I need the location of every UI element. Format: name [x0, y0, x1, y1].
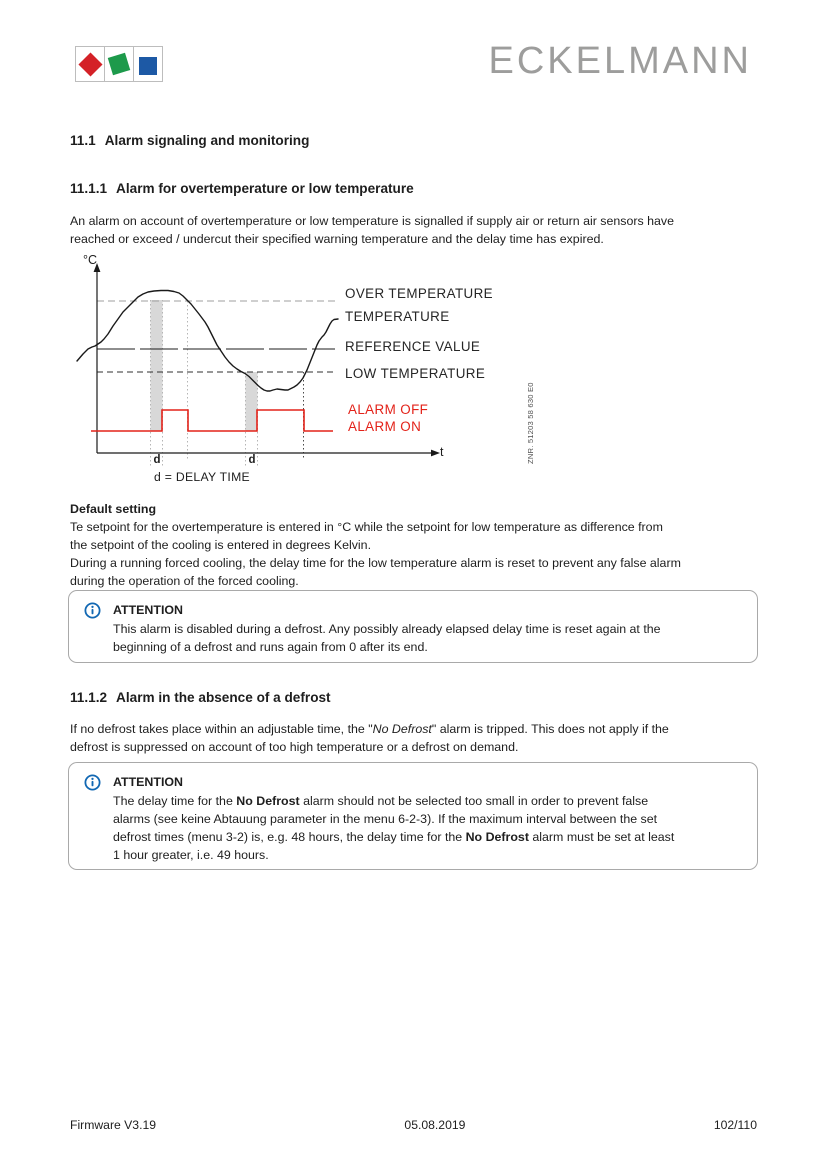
blue-square-icon — [139, 57, 157, 75]
x-axis-label: t — [440, 445, 444, 459]
red-diamond-icon — [78, 52, 102, 76]
section-title: Alarm signaling and monitoring — [104, 133, 310, 148]
logo-cell — [104, 46, 134, 82]
low-temperature-label: LOW TEMPERATURE — [345, 366, 486, 381]
page-footer — [70, 1118, 757, 1132]
default-setting-block — [70, 500, 681, 590]
paragraph-defrost-intro — [70, 720, 669, 756]
attention-box-1 — [68, 590, 758, 663]
text-line: reached or exceed / undercut their specified warning temperature and the delay time has expired. — [70, 232, 604, 246]
alarm-off-label: ALARM OFF — [348, 402, 429, 417]
delay-tick-1: d — [153, 454, 161, 466]
footer-page-number: 102/110 — [713, 1118, 757, 1132]
y-axis-label: °C — [83, 253, 98, 267]
section-number: 11.1.2 — [70, 690, 108, 705]
section-title: Alarm in the absence of a defrost — [116, 690, 331, 705]
text-line: An alarm on account of overtemperature or low temperature is signalled if supply air or return air sensors have — [70, 214, 674, 228]
drawing-number: ZNR. 51203 58 630 E0 — [526, 382, 535, 464]
over-temperature-label: OVER TEMPERATURE — [345, 286, 494, 301]
delay-legend: d = DELAY TIME — [154, 470, 250, 484]
text-line: The delay time for the No Defrost alarm should not be selected too small in order to prevent false — [113, 794, 649, 808]
section-heading-11-1 — [70, 133, 309, 148]
text-line: Te setpoint for the overtemperature is entered in °C while the setpoint for low temperature as difference from — [70, 520, 663, 534]
text-line: beginning of a defrost and runs again from 0 after its end. — [113, 640, 428, 654]
alarm-signal — [91, 410, 333, 431]
attention-body — [113, 620, 661, 656]
temperature-label: TEMPERATURE — [345, 309, 450, 324]
temperature-curve — [77, 291, 338, 392]
alarm-on-label: ALARM ON — [348, 419, 422, 434]
attention-body — [113, 792, 674, 864]
delay-tick-2: d — [248, 454, 256, 466]
section-heading-11-1-2 — [70, 690, 331, 705]
section-number: 11.1.1 — [70, 181, 108, 196]
default-setting-paragraph — [70, 518, 681, 590]
info-icon — [84, 602, 101, 624]
text-line: 1 hour greater, i.e. 49 hours. — [113, 848, 269, 862]
footer-date: 05.08.2019 — [404, 1118, 466, 1132]
attention-title: ATTENTION — [113, 775, 183, 789]
text-line: during the operation of the forced cooling. — [70, 574, 299, 588]
attention-title: ATTENTION — [113, 603, 183, 617]
text-line: alarms (see keine Abtauung parameter in the menu 6-2-3). If the maximum interval between the set — [113, 812, 658, 826]
text-line: defrost times (menu 3-2) is, e.g. 48 hours, the delay time for the No Defrost alarm must be set at least — [113, 830, 675, 844]
brand-wordmark: ECKELMANN — [488, 39, 752, 82]
delay-band-2 — [246, 372, 258, 431]
section-number: 11.1 — [70, 133, 96, 148]
text-line: the setpoint of the cooling is entered in degrees Kelvin. — [70, 538, 372, 552]
info-icon — [84, 774, 101, 796]
default-setting-heading: Default setting — [70, 502, 157, 516]
delay-band-1 — [151, 300, 163, 431]
reference-value-label: REFERENCE VALUE — [345, 339, 481, 354]
text-line: defrost is suppressed on account of too high temperature or a defrost on demand. — [70, 740, 519, 754]
logo-cell — [133, 46, 163, 82]
green-square-icon — [108, 53, 130, 75]
temperature-alarm-diagram — [75, 252, 555, 488]
guide-lines — [151, 300, 258, 466]
section-title: Alarm for overtemperature or low temperature — [116, 181, 414, 196]
logo-cell — [75, 46, 105, 82]
paragraph-overtemp-intro — [70, 212, 674, 248]
x-axis-arrow-icon — [431, 450, 440, 457]
section-heading-11-1-1 — [70, 181, 414, 196]
text-line: If no defrost takes place within an adjustable time, the "No Defrost" alarm is tripped. This does not apply if the — [70, 722, 669, 736]
footer-firmware-version: Firmware V3.19 — [70, 1118, 157, 1132]
eckelmann-logo-icon — [76, 46, 163, 82]
text-line: This alarm is disabled during a defrost. Any possibly already elapsed delay time is reset again at the — [113, 622, 661, 636]
attention-box-2 — [68, 762, 758, 870]
text-line: During a running forced cooling, the delay time for the low temperature alarm is reset to prevent any false alarm — [70, 556, 681, 570]
